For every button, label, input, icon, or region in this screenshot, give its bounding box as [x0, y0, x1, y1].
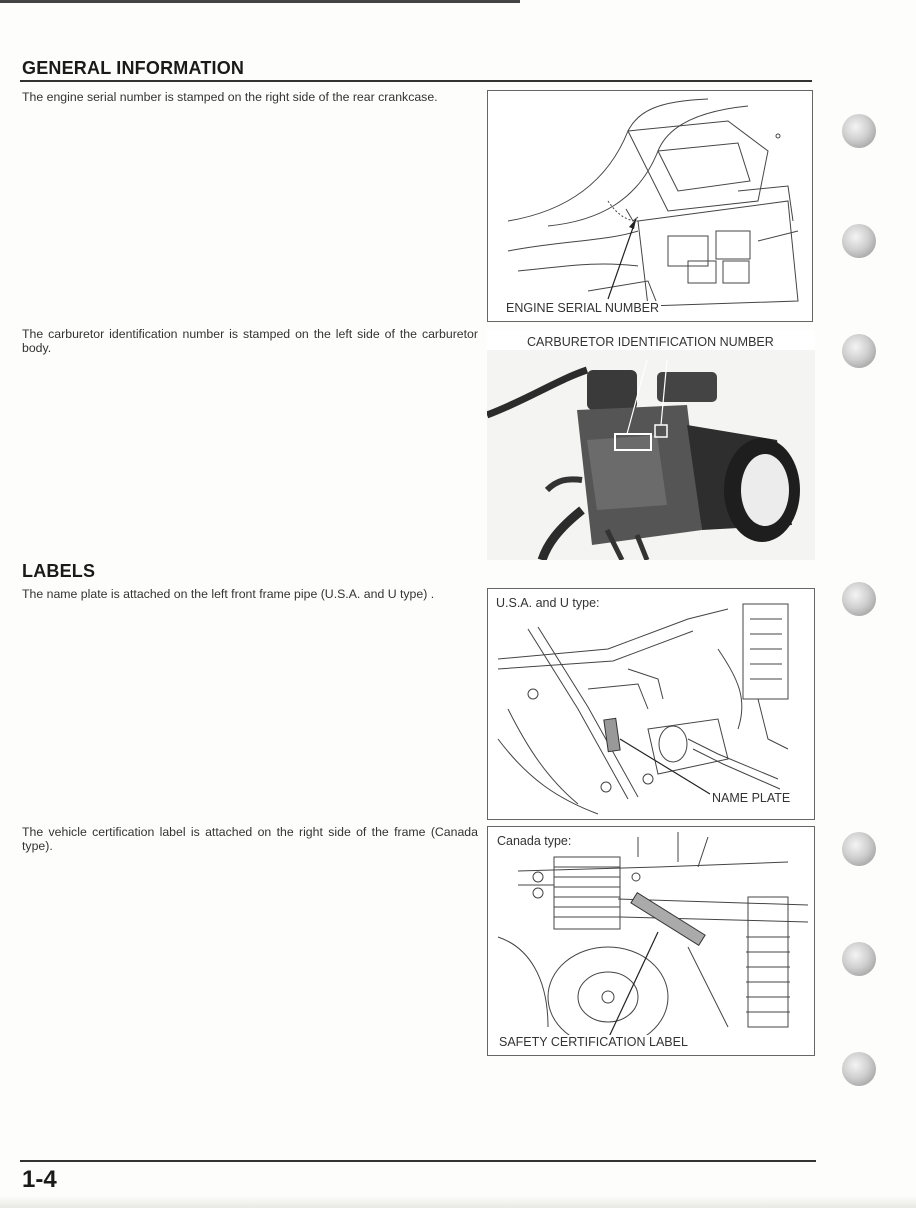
binder-hole: [842, 942, 876, 976]
engine-illustration: [488, 91, 812, 321]
page-number: 1-4: [22, 1166, 57, 1193]
safety-label-figure: [487, 826, 815, 1056]
engine-serial-figure: [487, 90, 813, 322]
top-edge-rule: [0, 0, 520, 3]
binder-hole: [842, 832, 876, 866]
name-plate-paragraph: The name plate is attached on the left front frame pipe (U.S.A. and U type) .: [22, 587, 435, 601]
page-bottom-edge: [0, 1196, 916, 1208]
usa-and-u-type-caption: U.S.A. and U type:: [496, 596, 600, 610]
canada-type-caption: Canada type:: [497, 834, 572, 848]
name-plate-figure: [487, 588, 815, 820]
section-rule: [20, 80, 812, 82]
engine-serial-paragraph: The engine serial number is stamped on the right side of the rear crankcase.: [22, 90, 438, 104]
binder-hole: [842, 334, 876, 368]
footer-rule: [20, 1160, 816, 1162]
carburetor-paragraph: The carburetor identification number is stamped on the left side of the carburetor body.: [22, 327, 478, 355]
carburetor-identification-number-label: CARBURETOR IDENTIFICATION NUMBER: [527, 335, 774, 349]
section-title-labels: LABELS: [22, 561, 96, 581]
engine-serial-number-label: ENGINE SERIAL NUMBER: [506, 301, 660, 315]
name-plate-label: NAME PLATE: [712, 791, 791, 805]
binder-hole: [842, 114, 876, 148]
carburetor-photo: [487, 330, 815, 560]
safety-certification-label: SAFETY CERTIFICATION LABEL: [499, 1035, 688, 1049]
section-title-general-information: GENERAL INFORMATION: [22, 58, 245, 78]
binder-hole: [842, 224, 876, 258]
frame-name-plate-illustration: [488, 589, 814, 819]
binder-hole: [842, 582, 876, 616]
carburetor-illustration: [487, 330, 815, 560]
frame-safety-label-illustration: [488, 827, 814, 1055]
binder-hole: [842, 1052, 876, 1086]
certification-label-paragraph: The vehicle certification label is attached on the right side of the frame (Canada type).: [22, 825, 478, 853]
